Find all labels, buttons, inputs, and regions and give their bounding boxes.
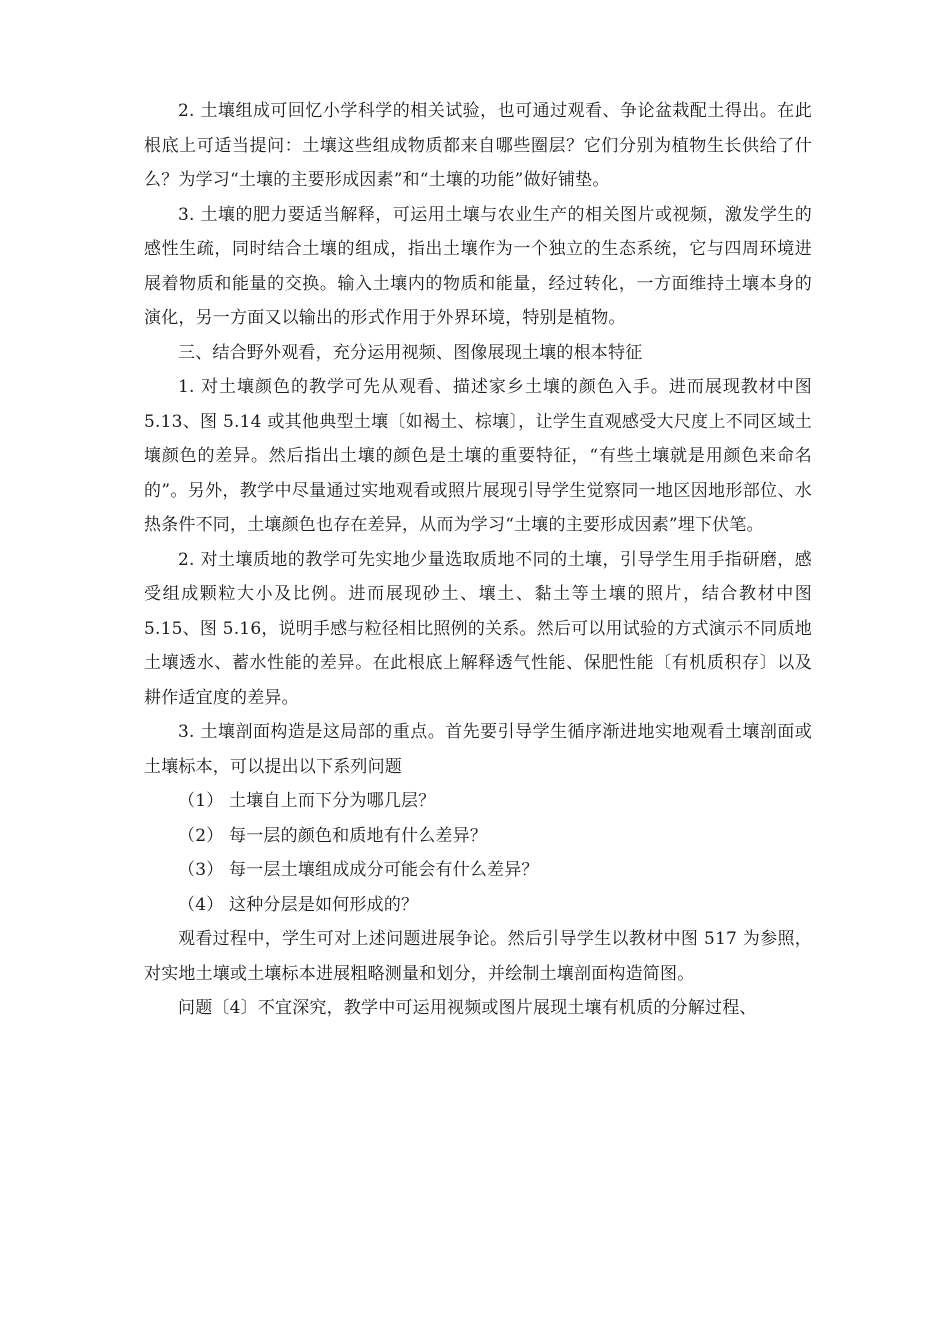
question-item-4: （4） 这种分层是如何形成的？ bbox=[178, 894, 419, 915]
paragraph-soil-composition: 2. 土壤组成可回忆小学科学的相关试验，也可通过观看、争论盆栽配土得出。在此根底上可适当提问：土壤这些组成物质都来自哪些圈层？它们分别为植物生长供给了什么？为学习“土壤的主要形成因素”和“土壤的功能”做好铺垫。 bbox=[144, 101, 812, 190]
paragraph-soil-color: 1. 对土壤颜色的教学可先从观看、描述家乡土壤的颜色入手。进而展现教材中图 5.13、图 5.14 或其他典型土壤〔如褐土、棕壤〕，让学生直观感受大尺度上不同区域土壤颜色的差异。然后指出土壤的颜色是土壤的重要特征，“有些土壤就是用颜色来命名的”。另外，教学中尽量通过实地观看或照片展现引导学生觉察同一地区因地形部位、水热条件不同，土壤颜色也存在差异，从而为学习“土壤的主要形成因素”埋下伏笔。 bbox=[144, 377, 812, 535]
paragraph-soil-texture: 2. 对土壤质地的教学可先实地少量选取质地不同的土壤，引导学生用手指研磨，感受组成颗粒大小及比例。进而展现砂土、壤土、黏土等土壤的照片，结合教材中图 5.15、图 5.16，说明手感与粒径相比照例的关系。然后可以用试验的方式演示不同质地土壤透水、蓄水性能的差异。在此根底上解释透气性能、保肥性能〔有机质积存〕以及耕作适宜度的差异。 bbox=[144, 549, 812, 708]
paragraph-observation-process: 观看过程中，学生可对上述问题进展争论。然后引导学生以教材中图 517 为参照，对实地土壤或土壤标本进展粗略测量和划分，并绘制土壤剖面构造简图。 bbox=[144, 929, 812, 984]
section-heading-field-observation: 三、结合野外观看，充分运用视频、图像展现土壤的根本特征 bbox=[178, 342, 643, 363]
document-body bbox=[144, 94, 812, 1026]
question-item-2: （2） 每一层的颜色和质地有什么差异？ bbox=[178, 825, 488, 846]
question-item-1: （1） 土壤自上而下分为哪几层？ bbox=[178, 791, 436, 811]
paragraph-question-four-note: 问题〔4〕不宜深究，教学中可运用视频或图片展现土壤有机质的分解过程、 bbox=[178, 998, 757, 1018]
paragraph-soil-profile: 3. 土壤剖面构造是这局部的重点。首先要引导学生循序渐进地实地观看土壤剖面或土壤标本，可以提出以下系列问题 bbox=[144, 722, 812, 777]
paragraph-soil-fertility: 3. 土壤的肥力要适当解释，可运用土壤与农业生产的相关图片或视频，激发学生的感性生疏，同时结合土壤的组成，指出土壤作为一个独立的生态系统，它与四周环境进展着物质和能量的交换。输入土壤内的物质和能量，经过转化，一方面维持土壤本身的演化，另一方面又以输出的形式作用于外界环境，特别是植物。 bbox=[144, 204, 812, 328]
question-item-3: （3） 每一层土壤组成成分可能会有什么差异？ bbox=[178, 860, 539, 880]
